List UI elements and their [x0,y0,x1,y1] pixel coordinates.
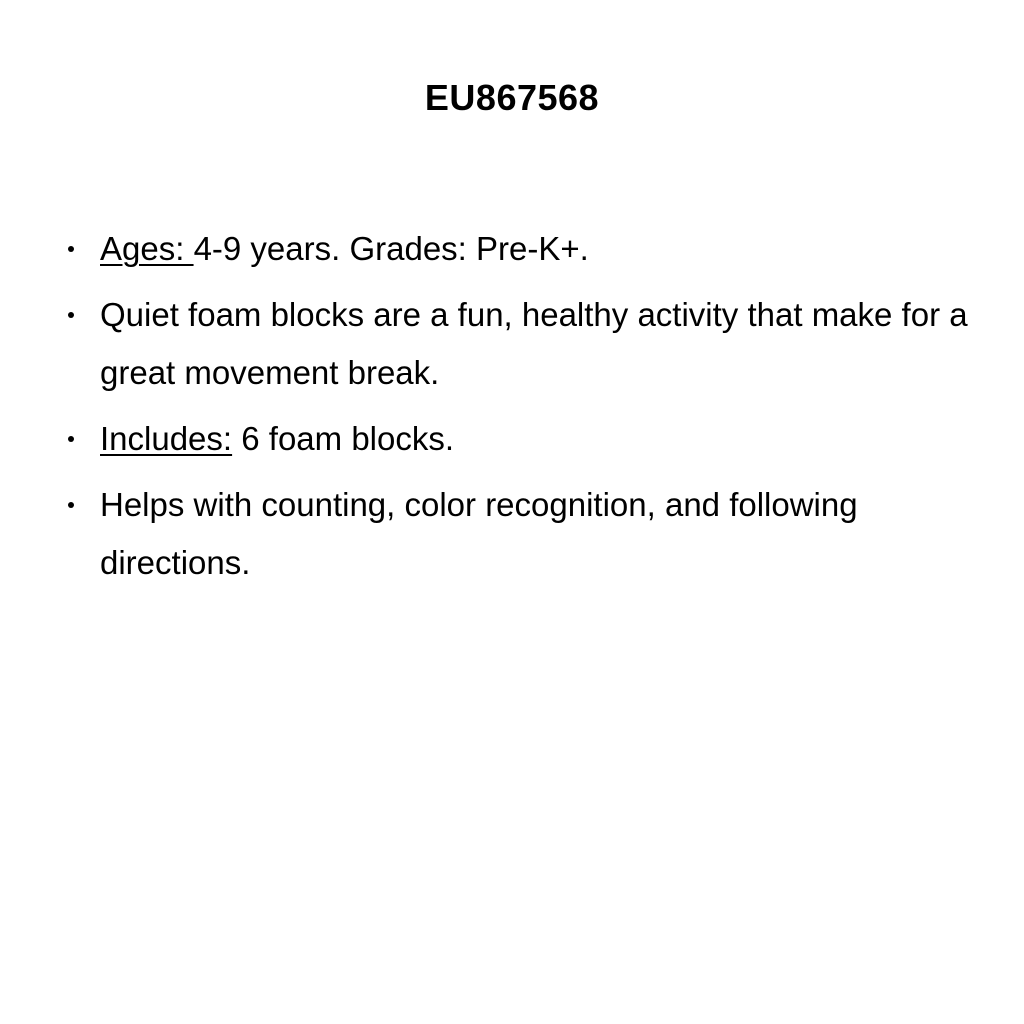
bullet-text: Helps with counting, color recognition, and following directions. [100,486,858,581]
bullet-dot-icon [68,246,74,252]
bullet-dot-icon [68,312,74,318]
bullet-list [62,220,972,600]
bullet-item-ages [62,220,972,278]
bullet-text: 6 foam blocks. [232,420,455,457]
bullet-item-description [62,286,972,402]
bullet-item-includes [62,410,972,468]
bullet-item-helps [62,476,972,592]
bullet-dot-icon [68,502,74,508]
bullet-label: Ages: [100,230,194,267]
bullet-dot-icon [68,436,74,442]
bullet-label: Includes: [100,420,233,457]
page-title: EU867568 [424,77,600,118]
bullet-text: 4-9 years. Grades: Pre-K+. [193,230,589,267]
bullet-text: Quiet foam blocks are a fun, healthy activity that make for a great movement break. [100,296,968,391]
